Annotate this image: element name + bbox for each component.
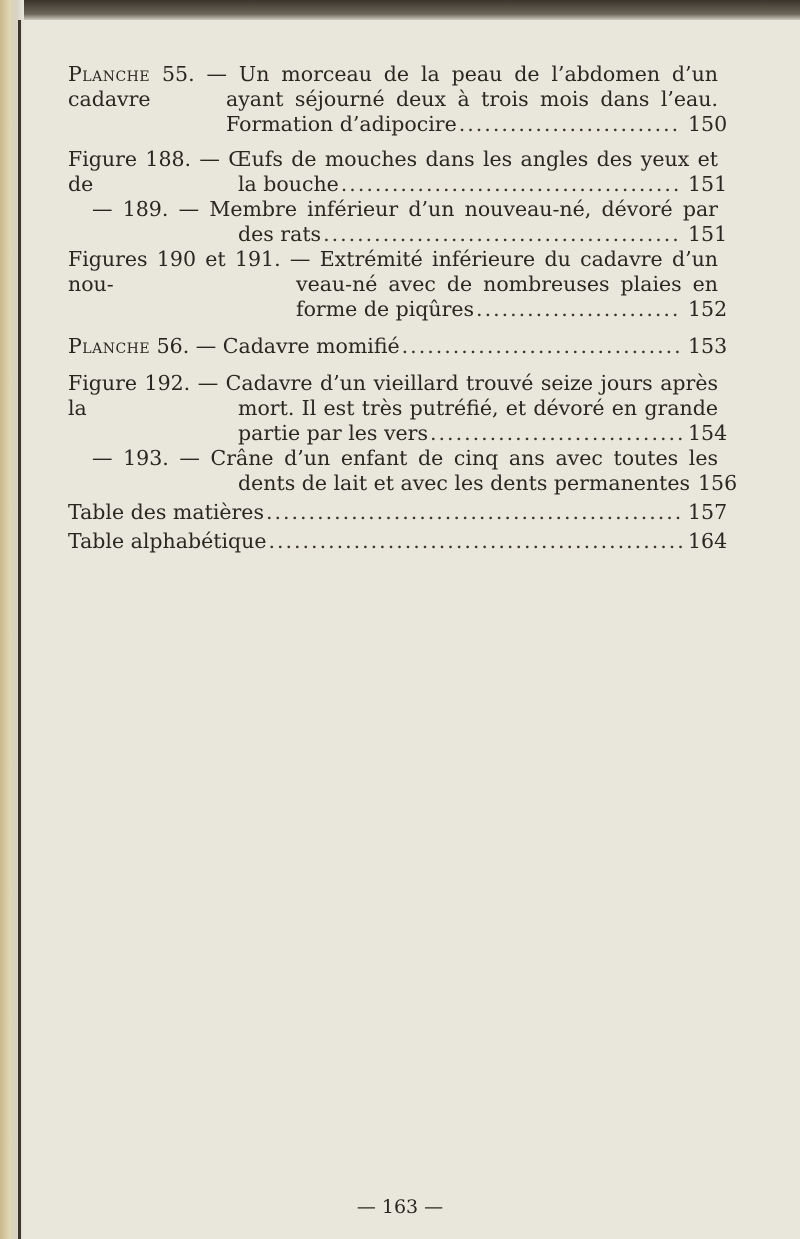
dot-leader: [266, 500, 682, 525]
entry-text: la bouche: [238, 172, 339, 196]
dot-leader: [402, 334, 682, 359]
entry-text: — Membre inférieur d’un nouveau-né, dévoré par: [178, 197, 718, 221]
entry-text: Formation d’adipocire: [226, 112, 457, 136]
entry-text: — Cadavre momifié: [195, 334, 400, 358]
entry-continuation: veau-né avec de nombreuses plaies en: [296, 272, 718, 296]
page-number: 164: [688, 529, 728, 553]
entry-label: — 189.: [92, 197, 169, 221]
entry-label-group: [68, 334, 400, 359]
entry-label: Figure 192.: [68, 371, 191, 395]
list-item: [68, 247, 728, 322]
entry-text: forme de piqûres: [296, 297, 475, 321]
page-number: 153: [688, 334, 728, 358]
page-number: 154: [688, 421, 728, 445]
dot-leader: [268, 529, 682, 554]
entry-text: partie par les vers: [238, 421, 429, 445]
page-number: 151: [688, 222, 728, 246]
entry-last-line: [238, 421, 728, 446]
entry-text: dents de lait et avec les dents permanentes: [238, 471, 691, 495]
entry-last-line: [68, 529, 728, 554]
entry-last-line: [68, 500, 728, 525]
list-item: [68, 500, 728, 525]
entry-last-line: [226, 112, 728, 137]
page-number: 151: [688, 172, 728, 196]
list-item: [68, 446, 738, 496]
entry-first-line: [68, 197, 718, 222]
entry-last-line: [238, 471, 738, 496]
list-item: [68, 529, 728, 554]
entry-label: Figure 188.: [68, 147, 192, 171]
page-number: 152: [688, 297, 728, 321]
entry-label-number: 56.: [156, 334, 190, 358]
page-folio: — 163 —: [356, 1196, 444, 1218]
dot-leader: [476, 297, 682, 322]
entry-continuation: ayant séjourné deux à trois mois dans l’eau.: [226, 87, 718, 111]
binding-edge: [0, 0, 24, 1239]
dot-leader: [430, 421, 682, 446]
entry-text: — Œufs de mouches dans les angles des yeux et de: [68, 147, 718, 196]
entry-text: des rats: [238, 222, 322, 246]
table-of-plates: [68, 62, 738, 1222]
page-number: 157: [688, 500, 728, 524]
entry-label-number: 55.: [162, 62, 195, 86]
entry-label: — 193.: [92, 446, 169, 470]
entry-text: — Cadavre d’un vieillard trouvé seize jours après la: [68, 371, 718, 420]
entry-last-line: [296, 297, 728, 322]
entry-text: Table des matières: [68, 500, 264, 524]
page-number: 156: [698, 471, 738, 495]
entry-text: — Un morceau de la peau de l’abdomen d’un cadavre: [68, 62, 718, 111]
entry-label-smallcaps: Planche: [68, 334, 151, 358]
entry-last-line: [68, 334, 728, 359]
entry-continuation: mort. Il est très putréfié, et dévoré en grande: [238, 396, 718, 420]
entry-last-line: [238, 172, 728, 197]
entry-label: Figures 190 et 191.: [68, 247, 281, 271]
entry-text: — Crâne d’un enfant de cinq ans avec toutes les: [179, 446, 718, 470]
entry-text: Table alphabétique: [68, 529, 267, 553]
list-item: [68, 62, 728, 137]
page-number: 150: [688, 112, 728, 136]
page-top-edge: [0, 0, 800, 20]
dot-leader: [459, 112, 682, 137]
dot-leader: [341, 172, 682, 197]
entry-label-smallcaps: Planche: [68, 62, 151, 86]
entry-last-line: [238, 222, 728, 247]
entry-first-line: [68, 446, 718, 471]
entry-text: — Extrémité inférieure du cadavre d’un nou-: [68, 247, 718, 296]
list-item: [68, 371, 728, 446]
list-item: [68, 334, 728, 359]
list-item: [68, 147, 728, 197]
dot-leader: [323, 222, 682, 247]
list-item: [68, 197, 728, 247]
